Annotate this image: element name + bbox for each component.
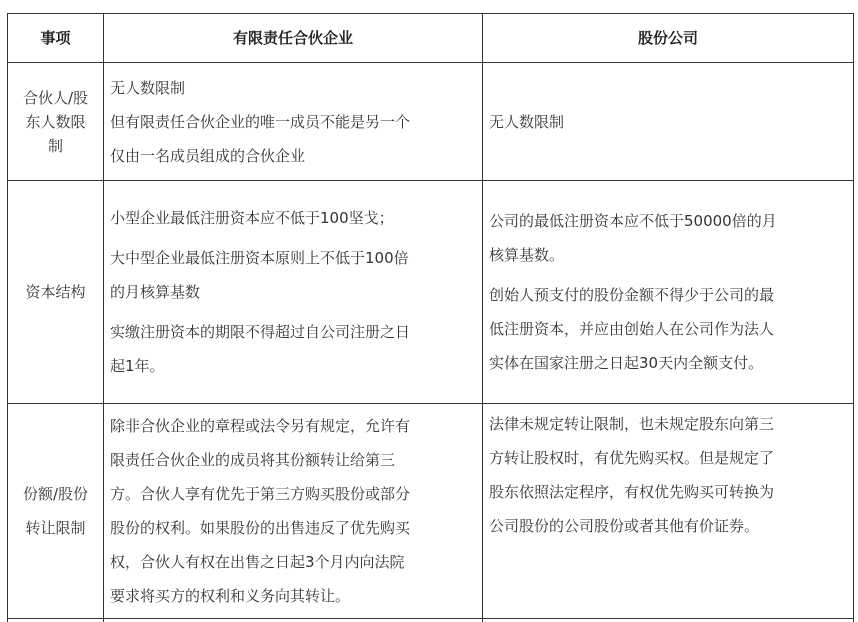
table-row xyxy=(8,63,854,181)
cell-line: 股东依照法定程序，有权优先购买可转换为 xyxy=(489,483,775,501)
cell-line: 小型企业最低注册资本应不低于100坚戈； xyxy=(110,209,394,227)
empty-cell xyxy=(483,619,854,622)
cell-line: 权，合伙人有权在出售之日起3个月内向法院 xyxy=(110,553,405,571)
cell-line: 公司股份的公司股份或者其他有价证券。 xyxy=(489,517,760,535)
row-label-cell xyxy=(8,63,104,181)
cell-line: 大中型企业最低注册资本原则上不低于100倍 xyxy=(110,249,409,267)
cell-line: 法律未规定转让限制，也未规定股东向第三 xyxy=(489,415,775,433)
cell-line: 公司的最低注册资本应不低于50000倍的月 xyxy=(489,212,777,230)
table-row xyxy=(8,181,854,404)
cell-line: 无人数限制 xyxy=(489,112,565,131)
row-label-line: 转让限制 xyxy=(25,519,86,537)
jsc-cell xyxy=(483,181,854,404)
cell-line: 股份的权利。如果股份的出售违反了优先购买 xyxy=(110,519,411,537)
cell-line: 实缴注册资本的期限不得超过自公司注册之日 xyxy=(110,323,411,341)
cell-line: 除非合伙企业的章程或法令另有规定，允许有 xyxy=(110,417,411,435)
row-label-line: 制 xyxy=(47,136,63,155)
header-item: 事项 xyxy=(8,14,104,63)
row-label-line: 资本结构 xyxy=(25,283,86,301)
llp-cell xyxy=(104,181,483,404)
jsc-cell xyxy=(483,63,854,181)
table-header-row xyxy=(8,14,854,63)
empty-cell xyxy=(104,619,483,622)
cell-line: 创始人预支付的股份金额不得少于公司的最 xyxy=(489,286,775,304)
row-label-line: 份额/股份 xyxy=(22,485,89,503)
cell-line: 仅由一名成员组成的合伙企业 xyxy=(110,146,306,165)
cell-line: 低注册资本，并应由创始人在公司作为法人 xyxy=(489,320,775,338)
cell-line: 限责任合伙企业的成员将其份额转让给第三 xyxy=(110,451,396,469)
cell-line: 实体在国家注册之日起30天内全额支付。 xyxy=(489,354,764,372)
cell-line: 但有限责任合伙企业的唯一成员不能是另一个 xyxy=(110,112,411,131)
llp-cell xyxy=(104,404,483,619)
cell-line: 方。合伙人享有优先于第三方购买股份或部分 xyxy=(110,485,411,503)
cell-line: 的月核算基数 xyxy=(110,283,201,301)
cell-line: 无人数限制 xyxy=(110,78,186,97)
cell-line: 起1年。 xyxy=(110,357,165,375)
header-jsc: 股份公司 xyxy=(483,14,854,63)
row-label-cell xyxy=(8,181,104,404)
empty-cell xyxy=(8,619,104,622)
table-row xyxy=(8,404,854,619)
comparison-table xyxy=(7,13,854,622)
cell-line: 方转让股权时，有优先购买权。但是规定了 xyxy=(489,449,775,467)
row-label-cell xyxy=(8,404,104,619)
table-row xyxy=(8,619,854,622)
row-label-line: 合伙人/股 xyxy=(22,88,89,107)
cell-line: 要求将买方的权利和义务向其转让。 xyxy=(110,587,351,605)
row-label-line: 东人数限 xyxy=(25,112,86,131)
llp-cell xyxy=(104,63,483,181)
header-llp: 有限责任合伙企业 xyxy=(104,14,483,63)
cell-line: 核算基数。 xyxy=(489,246,565,264)
jsc-cell xyxy=(483,404,854,619)
